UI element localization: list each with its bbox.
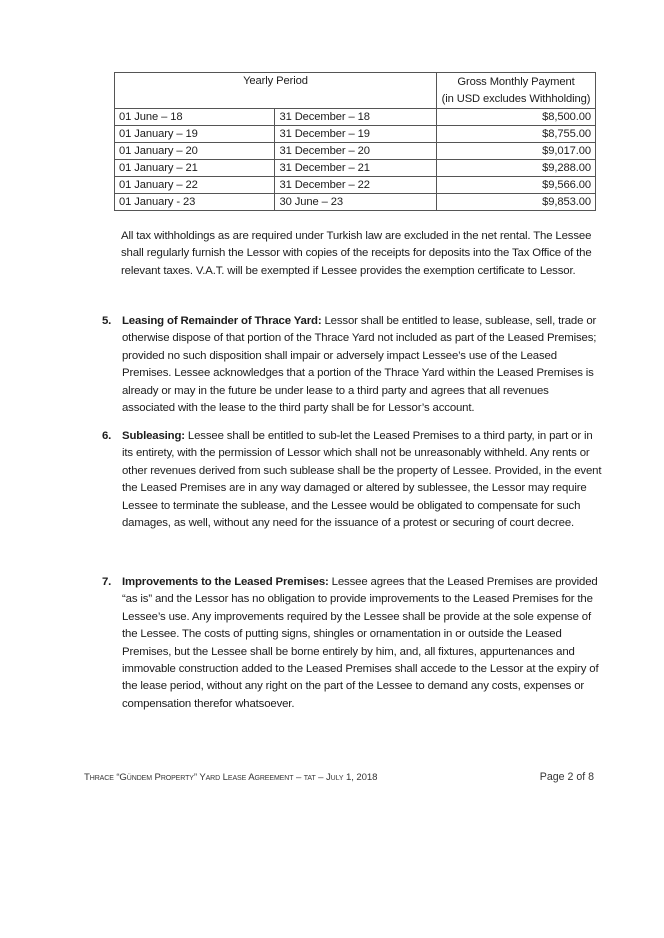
table-header-row	[115, 73, 596, 109]
header-amount-line1: Gross Monthly Payment	[457, 76, 575, 88]
section-heading: Leasing of Remainder of Thrace Yard:	[122, 315, 322, 327]
section-number: 6.	[102, 430, 112, 442]
footer-document-title: Thrace “Gündem Property” Yard Lease Agreement – tat – July 1, 2018	[84, 772, 378, 783]
table-row	[115, 143, 596, 160]
period-end: 31 December – 20	[275, 143, 437, 160]
section-body	[122, 428, 602, 532]
payment-schedule-table	[114, 72, 596, 211]
monthly-amount: $9,017.00	[436, 143, 595, 160]
section-7-improvements	[102, 574, 602, 713]
period-end: 31 December – 18	[275, 109, 437, 126]
period-start: 01 January – 19	[115, 126, 275, 143]
section-number: 5.	[102, 315, 112, 327]
table-row	[115, 109, 596, 126]
section-text: Lessee shall be entitled to sub-let the Leased Premises to a third party, in part or in its entirety, with the permission of Lessor which shall not be unreasonably withheld. Any rents or other revenues derived from such sublease shall be the property of Lessee. Provided, in the event the Leased Premises are in any way damaged or altered by sublessee, the Lessor may require Lessee to terminate the sublease, and the Lessee would be obligated to compensate for such damages, as well, without any need for the issuance of a protest or securing of court decree.	[122, 430, 602, 530]
section-heading: Subleasing:	[122, 430, 185, 442]
monthly-amount: $8,755.00	[436, 126, 595, 143]
monthly-amount: $9,853.00	[436, 194, 595, 211]
header-amount-line2: (in USD excludes Withholding)	[441, 93, 591, 105]
period-start: 01 January – 22	[115, 177, 275, 194]
table-row	[115, 177, 596, 194]
period-end: 31 December – 19	[275, 126, 437, 143]
section-text: Lessor shall be entitled to lease, sublease, sell, trade or otherwise dispose of that portion of the Thrace Yard not included as part of the Leased Premises; provided no such disposition shall impair or adversely impact Lessee’s use of the Leased Premises. Lessee acknowledges that a portion of the Thrace Yard within the Leased Premises is already or may in the future be under lease to a third party and agrees that all revenues associated with the lease to the third party shall be for Lessor’s account.	[122, 315, 597, 415]
monthly-amount: $8,500.00	[436, 109, 595, 126]
period-end: 31 December – 21	[275, 160, 437, 177]
table-row	[115, 160, 596, 177]
period-end: 30 June – 23	[275, 194, 437, 211]
section-number: 7.	[102, 576, 112, 588]
header-gross-monthly-payment	[436, 73, 595, 109]
period-start: 01 June – 18	[115, 109, 275, 126]
period-start: 01 January – 20	[115, 143, 275, 160]
period-start: 01 January – 21	[115, 160, 275, 177]
table-row	[115, 194, 596, 211]
footer-page-number: Page 2 of 8	[539, 771, 594, 783]
section-body	[122, 574, 602, 713]
section-6-subleasing	[102, 428, 602, 532]
section-5-leasing-of-remainder	[102, 313, 602, 417]
monthly-amount: $9,288.00	[436, 160, 595, 177]
section-text: Lessee agrees that the Leased Premises are provided “as is” and the Lessor has no obligation to provide improvements to the Leased Premises for the Lessee’s use. Any improvements required by the Lessee shall be provide at the sole expense of the Lessee. The costs of putting signs, shingles or ornamentation in or outside the Leased Premises, but the Lessee shall be borne entirely by him, and, all fixtures, appurtenances and immovable construction added to the Leased Premises shall accede to the Lessor at the expiry of the lease period, without any right on the part of the Lessee to demand any costs, expenses or compensation therefor whatsoever.	[122, 576, 599, 710]
period-end: 31 December – 22	[275, 177, 437, 194]
table-row	[115, 126, 596, 143]
period-start: 01 January - 23	[115, 194, 275, 211]
tax-withholding-paragraph: All tax withholdings as are required under Turkish law are excluded in the net rental. The Lessee shall regularly furnish the Lessor with copies of the receipts for deposits into the Tax Office of the relevant taxes. V.A.T. will be exempted if Lessee provides the exemption certificate to Lessor.	[121, 230, 592, 277]
header-yearly-period: Yearly Period	[115, 73, 437, 109]
monthly-amount: $9,566.00	[436, 177, 595, 194]
section-heading: Improvements to the Leased Premises:	[122, 576, 329, 588]
section-body	[122, 313, 602, 417]
